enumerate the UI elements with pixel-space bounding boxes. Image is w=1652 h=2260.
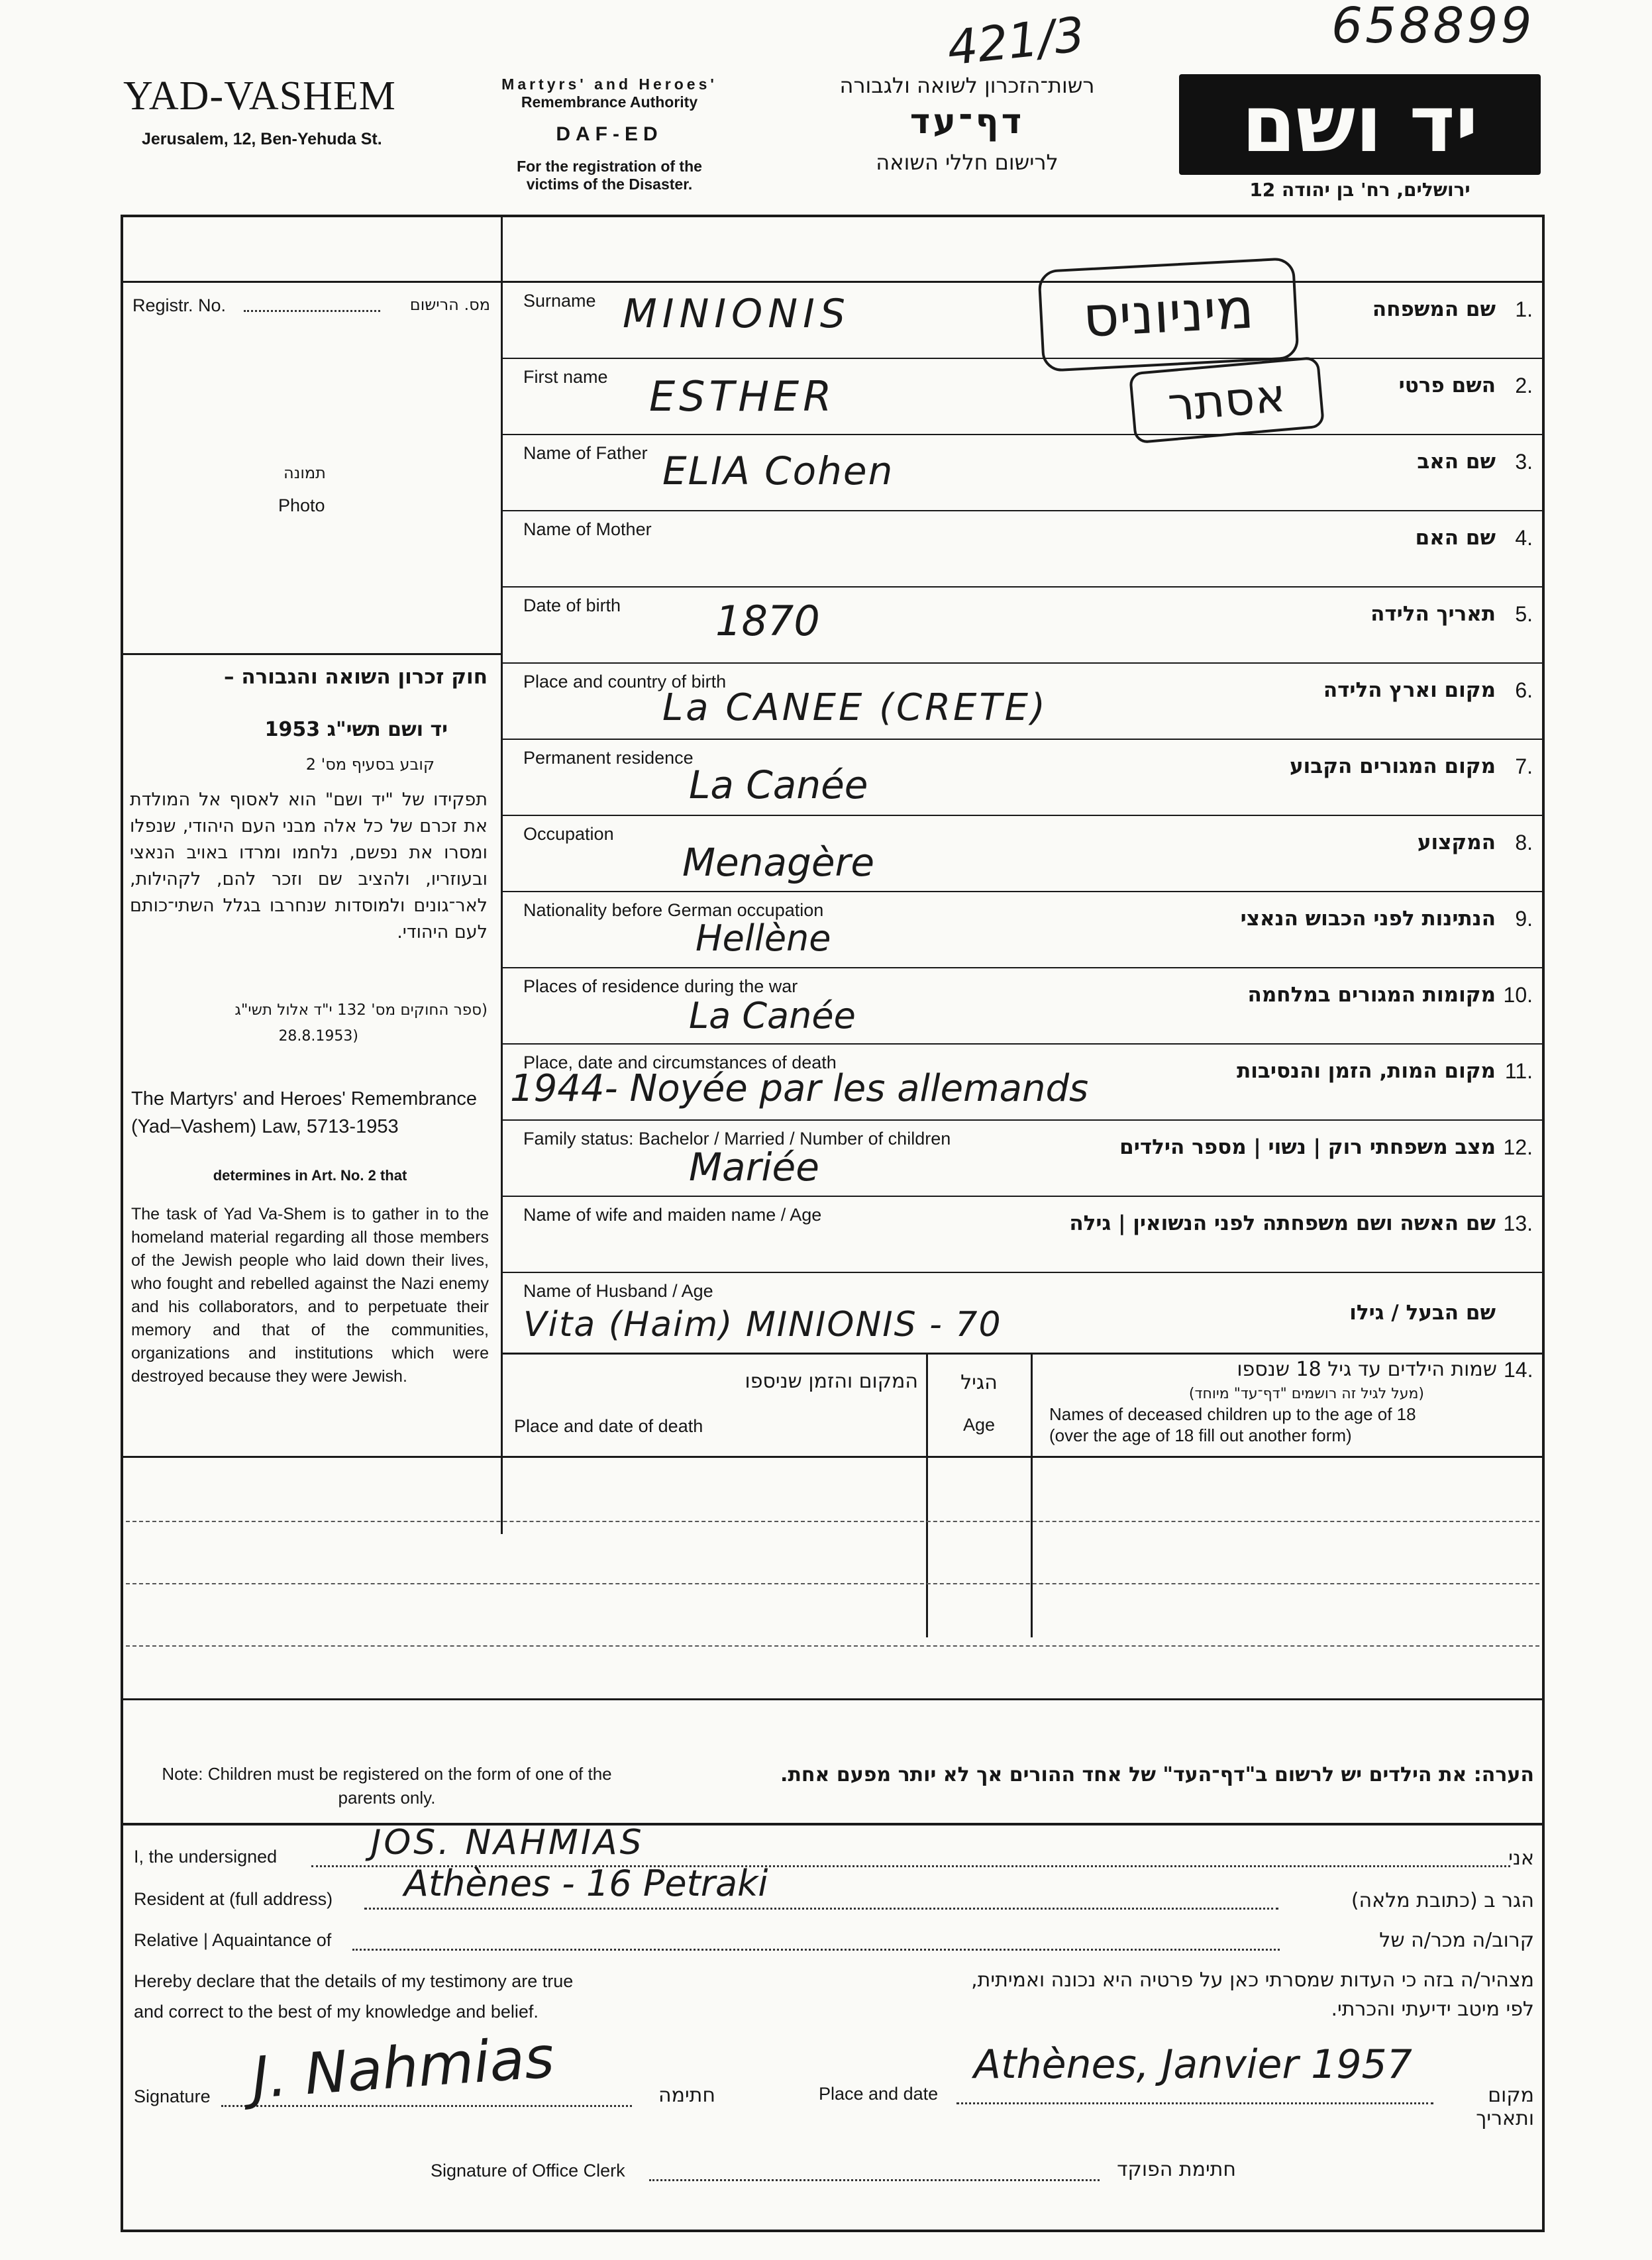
field-number: 13.: [1503, 1211, 1533, 1235]
field-value[interactable]: Mariée: [689, 1145, 819, 1190]
field-number: 4.: [1515, 526, 1533, 550]
registr-no-line: [244, 310, 380, 312]
law-english-sub: determines in Art. No. 2 that: [213, 1167, 407, 1184]
yad-vashem-address: Jerusalem, 12, Ben-Yehuda St.: [142, 130, 382, 148]
hereby-english-line1: Hereby declare that the details of my testimony are true: [134, 1971, 574, 1991]
age-english-header: Age: [962, 1415, 996, 1435]
resident-label: Resident at (full address): [134, 1889, 333, 1909]
field-label: Occupation: [523, 824, 614, 844]
field-hebrew-label: תאריך הלידה: [1370, 602, 1496, 626]
field-label: First name: [523, 367, 608, 387]
field-row-8: [502, 816, 1542, 892]
field-number: 10.: [1503, 983, 1533, 1007]
children-table-bottom: [121, 1698, 1545, 1700]
field-value[interactable]: 1870: [715, 597, 820, 645]
hebrew-surname-annotation: מיניוניס: [1037, 257, 1300, 372]
law-hebrew-body: תפקידו של "יד ושם" הוא לאסוף אל המולדת את זכרם של כל אלה מבני העם היהודי, שנפלו ומסרו את נפשם, נלחמו ומרדו באויב הנאצי ובעוזריו, ולהציב שם וזכר להם, לקהילות, לאר־גונים ולמוסדות שנחרבו בגלל השתי־כותם לעם היהודי.: [130, 790, 488, 943]
children-row-1[interactable]: [126, 1521, 1539, 1522]
field-row-3: [502, 435, 1542, 511]
field-value[interactable]: ESTHER: [649, 372, 836, 421]
note-hebrew: הערה: את הילדים יש לרשום ב"דף־העד" של אחד ההורים אך לא יותר מפעם אחת.: [780, 1763, 1534, 1786]
place-date-label: Place and date: [819, 2084, 939, 2104]
field-number: 12.: [1503, 1135, 1533, 1159]
field-hebrew-label: הנתינות לפני הכבוש הנאצי: [1240, 907, 1496, 931]
field-number: 3.: [1515, 450, 1533, 474]
field-14-number: 14.: [1504, 1358, 1533, 1382]
field-value[interactable]: La CANEE (CRETE): [662, 686, 1048, 729]
children-hebrew-title: שמות הילדים עד גיל 18 שנספו: [1237, 1358, 1497, 1381]
field-hebrew-label: המקצוע: [1417, 831, 1496, 854]
field-row-13: [502, 1197, 1542, 1273]
field-label: Place, date and circumstances of death: [523, 1053, 837, 1072]
relative-label: Relative | Aquaintance of: [134, 1930, 332, 1950]
children-english-title: Names of deceased children up to the age of 18: [1049, 1404, 1416, 1424]
clerk-signature-line[interactable]: [649, 2179, 1100, 2181]
frame-right: [1542, 215, 1545, 2232]
field-label: Places of residence during the war: [523, 976, 798, 996]
field-hebrew-label: שם האב: [1417, 450, 1496, 474]
field-hebrew-label: שם הבעל / גילו: [1349, 1301, 1496, 1325]
authority-hebrew-line2: לרישום חללי השואה: [876, 150, 1058, 175]
field-label: Nationality before German occupation: [523, 900, 824, 920]
yad-vashem-title: YAD-VASHEM: [123, 74, 396, 119]
hereby-hebrew-line2: לפי מיטב ידיעתי והכרתי.: [1331, 1998, 1534, 2021]
photo-label: Photo: [278, 495, 325, 515]
resident-value: Athènes - 16 Petraki: [404, 1863, 768, 1904]
signature-label: Signature: [134, 2086, 211, 2106]
law-hebrew-ref: (ספר החוקים מס' 132 י"ד אלול תשי"ג: [234, 1002, 488, 1019]
field-hebrew-label: מקומות המגורים במלחמה: [1247, 983, 1496, 1007]
law-english-body: The task of Yad Va-Shem is to gather in to the homeland material regarding all those members of the Jewish people who laid down their lives, who fought and rebelled against the Nazi enemy and his collaborators, and to perpetuate their memory and that of the communities, organizations and institutions which were destroyed because they were Jewish.: [131, 1205, 489, 1386]
clerk-signature-label: Signature of Office Clerk: [431, 2161, 625, 2181]
authority-line1: Martyrs' and Heroes': [501, 76, 717, 93]
undersigned-label: I, the undersigned: [134, 1847, 278, 1867]
children-row-3[interactable]: [126, 1645, 1539, 1647]
field-number: 2.: [1515, 374, 1533, 397]
field-number: 6.: [1515, 678, 1533, 702]
age-hebrew-header: הגיל: [960, 1371, 998, 1394]
law-hebrew-subtitle: יד ושם תשי"ג 1953: [264, 718, 448, 741]
frame-left: [121, 215, 123, 2232]
field-value[interactable]: MINIONIS: [623, 291, 851, 337]
field-row-6: [502, 664, 1542, 740]
handwritten-file-ref: 421/3: [945, 6, 1088, 76]
registr-no-hebrew: מס. הרישום: [409, 295, 490, 314]
signature-hebrew: חתימה: [658, 2084, 715, 2107]
field-hebrew-label: שם המשפחה: [1372, 297, 1496, 321]
place-date-hebrew: מקום ותאריך: [1476, 2084, 1534, 2130]
field-number: 8.: [1515, 831, 1533, 854]
authority-line2: Remembrance Authority: [521, 93, 698, 111]
field-hebrew-label: מקום וארץ הלידה: [1323, 678, 1496, 702]
place-date-hebrew-header: המקום והזמן שניספו: [745, 1370, 918, 1393]
authority-hebrew-line1: רשות־הזכרון לשואה ולגבורה: [839, 73, 1095, 98]
signature-value: J. Nahmias: [250, 2024, 556, 2112]
field-row-4: [502, 511, 1542, 588]
children-english-note: (over the age of 18 fill out another form): [1049, 1425, 1352, 1445]
children-hebrew-note: (מעל לגיל זה רושמים "דף־עד" מיוחד): [1188, 1386, 1424, 1402]
children-col-divider-2: [1031, 1353, 1033, 1637]
hereby-english-line2: and correct to the best of my knowledge and belief.: [134, 2002, 539, 2022]
field-label: Name of Father: [523, 443, 648, 463]
field-hebrew-label: השם פרטי: [1398, 374, 1496, 397]
field-value[interactable]: La Canée: [689, 762, 868, 807]
field-row-9: [502, 892, 1542, 968]
children-col-divider-1: [926, 1353, 928, 1637]
field-row-2: [502, 359, 1542, 435]
hebrew-firstname-annotation: אסתר: [1129, 356, 1325, 444]
field-number: 7.: [1515, 754, 1533, 778]
field-row-5: [502, 588, 1542, 664]
field-value[interactable]: Menagère: [682, 840, 875, 885]
place-date-value: Athènes, Janvier 1957: [974, 2041, 1412, 2088]
children-header-bottom: [121, 1456, 1545, 1458]
field-value[interactable]: ELIA Cohen: [662, 448, 894, 493]
relative-hebrew: קרוב/ה מכר/ה של: [1379, 1929, 1534, 1952]
field-value[interactable]: La Canée: [689, 995, 856, 1037]
authority-line3: For the registration of the: [517, 158, 702, 175]
logo-hebrew-text: יד ושם: [1241, 78, 1478, 170]
field-hebrew-label: מצב משפחתי רוק | נשוי | מספר הילדים: [1119, 1135, 1496, 1159]
place-date-english-header: Place and date of death: [514, 1416, 703, 1436]
law-english-title: The Martyrs' and Heroes' Remembrance (Yad–Vashem) Law, 5713-1953: [131, 1088, 477, 1137]
undersigned-value: JOS. NAHMIAS: [371, 1823, 645, 1863]
law-hebrew-sub2: קובע בסעיף מס' 2: [305, 755, 435, 774]
relative-line[interactable]: [352, 1949, 1280, 1951]
sidebar-photo-separator: [121, 653, 502, 655]
field-row-14: [502, 1273, 1542, 1349]
field-label: Name of Mother: [523, 519, 652, 539]
note-bottom-line: [121, 1823, 1545, 1825]
authority-line4: victims of the Disaster.: [526, 176, 693, 193]
handwritten-record-number: 658899: [1331, 0, 1535, 54]
field-number: 11.: [1504, 1059, 1533, 1083]
field-hebrew-label: מקום המגורים הקבוע: [1290, 754, 1496, 778]
field-row-12: [502, 1121, 1542, 1197]
field-label: Surname: [523, 291, 596, 311]
clerk-signature-hebrew: חתימת הפוקד: [1117, 2158, 1236, 2181]
field-row-11: [502, 1045, 1542, 1121]
field-number: 5.: [1515, 602, 1533, 626]
field-value[interactable]: Vita (Haim) MINIONIS - 70: [523, 1305, 1002, 1345]
field-row-1: [502, 283, 1542, 359]
field-value[interactable]: 1944- Noyée par les allemands: [510, 1067, 1089, 1110]
field-hebrew-label: שם האם: [1415, 526, 1496, 550]
field-label: Permanent residence: [523, 748, 694, 768]
law-hebrew-title: חוק זכרון השואה והגבורה –: [224, 665, 488, 689]
photo-hebrew-label: תמונה: [284, 464, 326, 482]
field-hebrew-label: שם האשה ושם משפחתה לפני הנשואין | גילה: [1069, 1211, 1496, 1235]
resident-line[interactable]: [364, 1908, 1278, 1910]
frame-top: [121, 215, 1545, 217]
law-hebrew-date: (28.8.1953: [278, 1028, 358, 1045]
field-value[interactable]: Hellène: [696, 917, 831, 959]
field-label: Name of wife and maiden name / Age: [523, 1205, 822, 1225]
hebrew-address: ירושלים, רח' בן יהודה 12: [1249, 179, 1471, 201]
field-number: 9.: [1515, 907, 1533, 931]
children-row-2[interactable]: [126, 1583, 1539, 1584]
place-date-line[interactable]: [956, 2102, 1433, 2104]
field-hebrew-label: מקום המות, הזמן והנסיבות: [1237, 1059, 1496, 1083]
field-label: Place and country of birth: [523, 672, 727, 692]
note-english: Note: Children must be registered on the form of one of the parents only.: [162, 1764, 612, 1808]
field-row-10: [502, 968, 1542, 1045]
resident-hebrew: הגר ב (כתובת מלאה): [1351, 1889, 1534, 1912]
field-row-7: [502, 740, 1542, 816]
field-label: Family status: Bachelor / Married / Number of children: [523, 1129, 951, 1149]
frame-bottom: [121, 2230, 1545, 2232]
field-number: 1.: [1515, 297, 1533, 321]
undersigned-hebrew: אני: [1508, 1847, 1534, 1870]
field-label: Name of Husband / Age: [523, 1281, 713, 1301]
daf-ed-title: DAF-ED: [556, 123, 663, 145]
registr-no-label: Registr. No.: [132, 295, 227, 315]
daf-ed-hebrew-title: דף־עד: [909, 102, 1025, 142]
hereby-hebrew-line1: מצהיר/ה בזה כי העדות שמסרתי כאן על פרטיה היא נכונה ואמיתית,: [971, 1969, 1534, 1992]
children-table-top: [501, 1353, 1545, 1355]
field-label: Date of birth: [523, 595, 621, 615]
yad-vashem-logo: [1179, 74, 1541, 175]
